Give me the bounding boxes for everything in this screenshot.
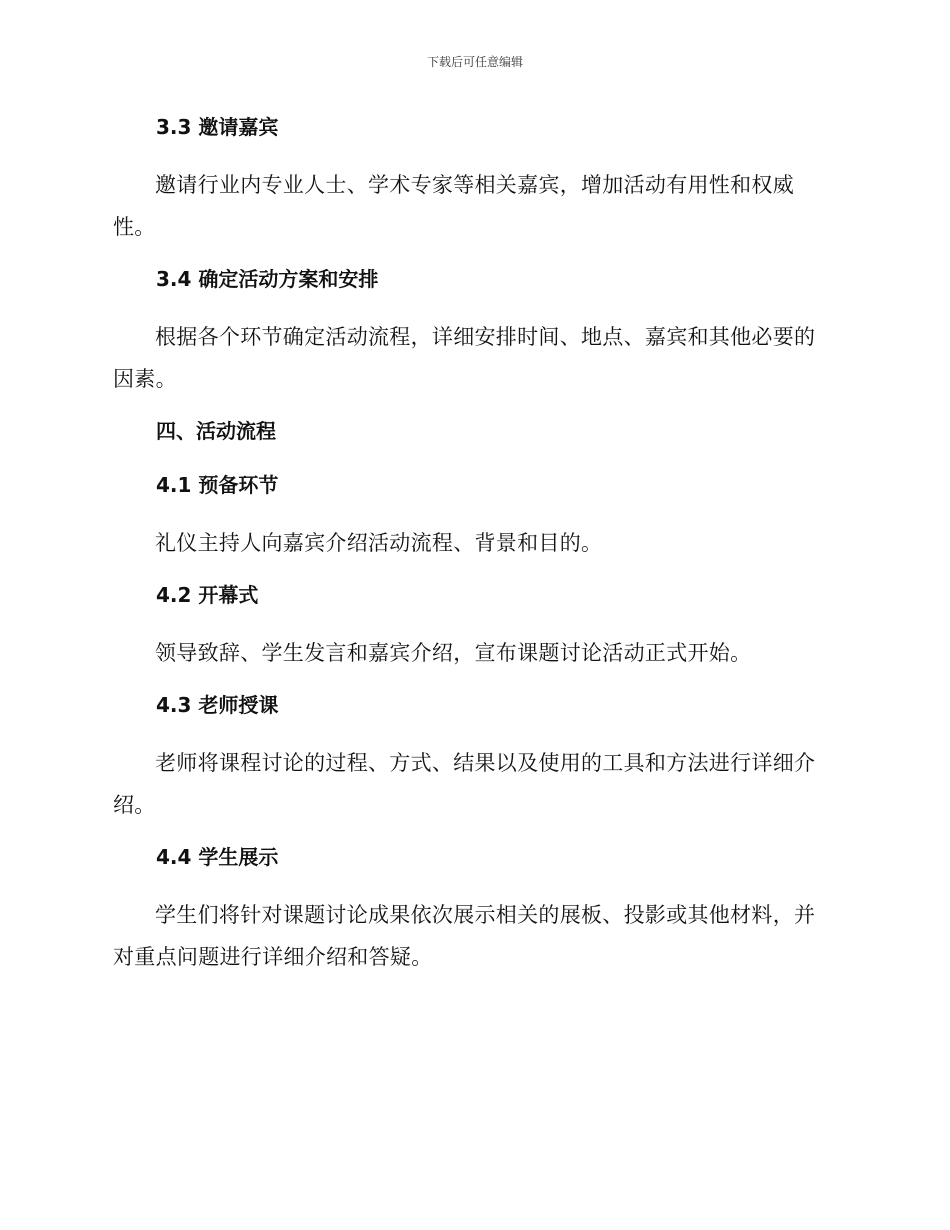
section-heading-4-4: 4.4 学生展示 (156, 845, 279, 869)
section-heading-4: 四、活动流程 (156, 419, 276, 443)
paragraph-teacher-lecture: 老师将课程讨论的过程、方式、结果以及使用的工具和方法进行详细介绍。 (113, 751, 816, 817)
paragraph-student-presentation: 学生们将针对课题讨论成果依次展示相关的展板、投影或其他材料，并对重点问题进行详细介绍和答疑。 (113, 903, 816, 969)
paragraph-activity-plan: 根据各个环节确定活动流程，详细安排时间、地点、嘉宾和其他必要的因素。 (113, 325, 816, 391)
paragraph-invite-guests: 邀请行业内专业人士、学术专家等相关嘉宾，增加活动有用性和权威性。 (113, 173, 794, 239)
section-heading-4-3: 4.3 老师授课 (156, 693, 279, 717)
document-body (113, 110, 833, 978)
paragraph-preparation: 礼仪主持人向嘉宾介绍活动流程、背景和目的。 (155, 531, 603, 555)
section-heading-4-2: 4.2 开幕式 (156, 583, 259, 607)
section-heading-4-1: 4.1 预备环节 (156, 473, 279, 497)
section-heading-3-3: 3.3 邀请嘉宾 (156, 115, 279, 139)
paragraph-opening: 领导致辞、学生发言和嘉宾介绍，宣布课题讨论活动正式开始。 (155, 641, 752, 665)
page-header: 下载后可任意编辑 (426, 55, 523, 69)
section-heading-3-4: 3.4 确定活动方案和安排 (156, 267, 379, 291)
